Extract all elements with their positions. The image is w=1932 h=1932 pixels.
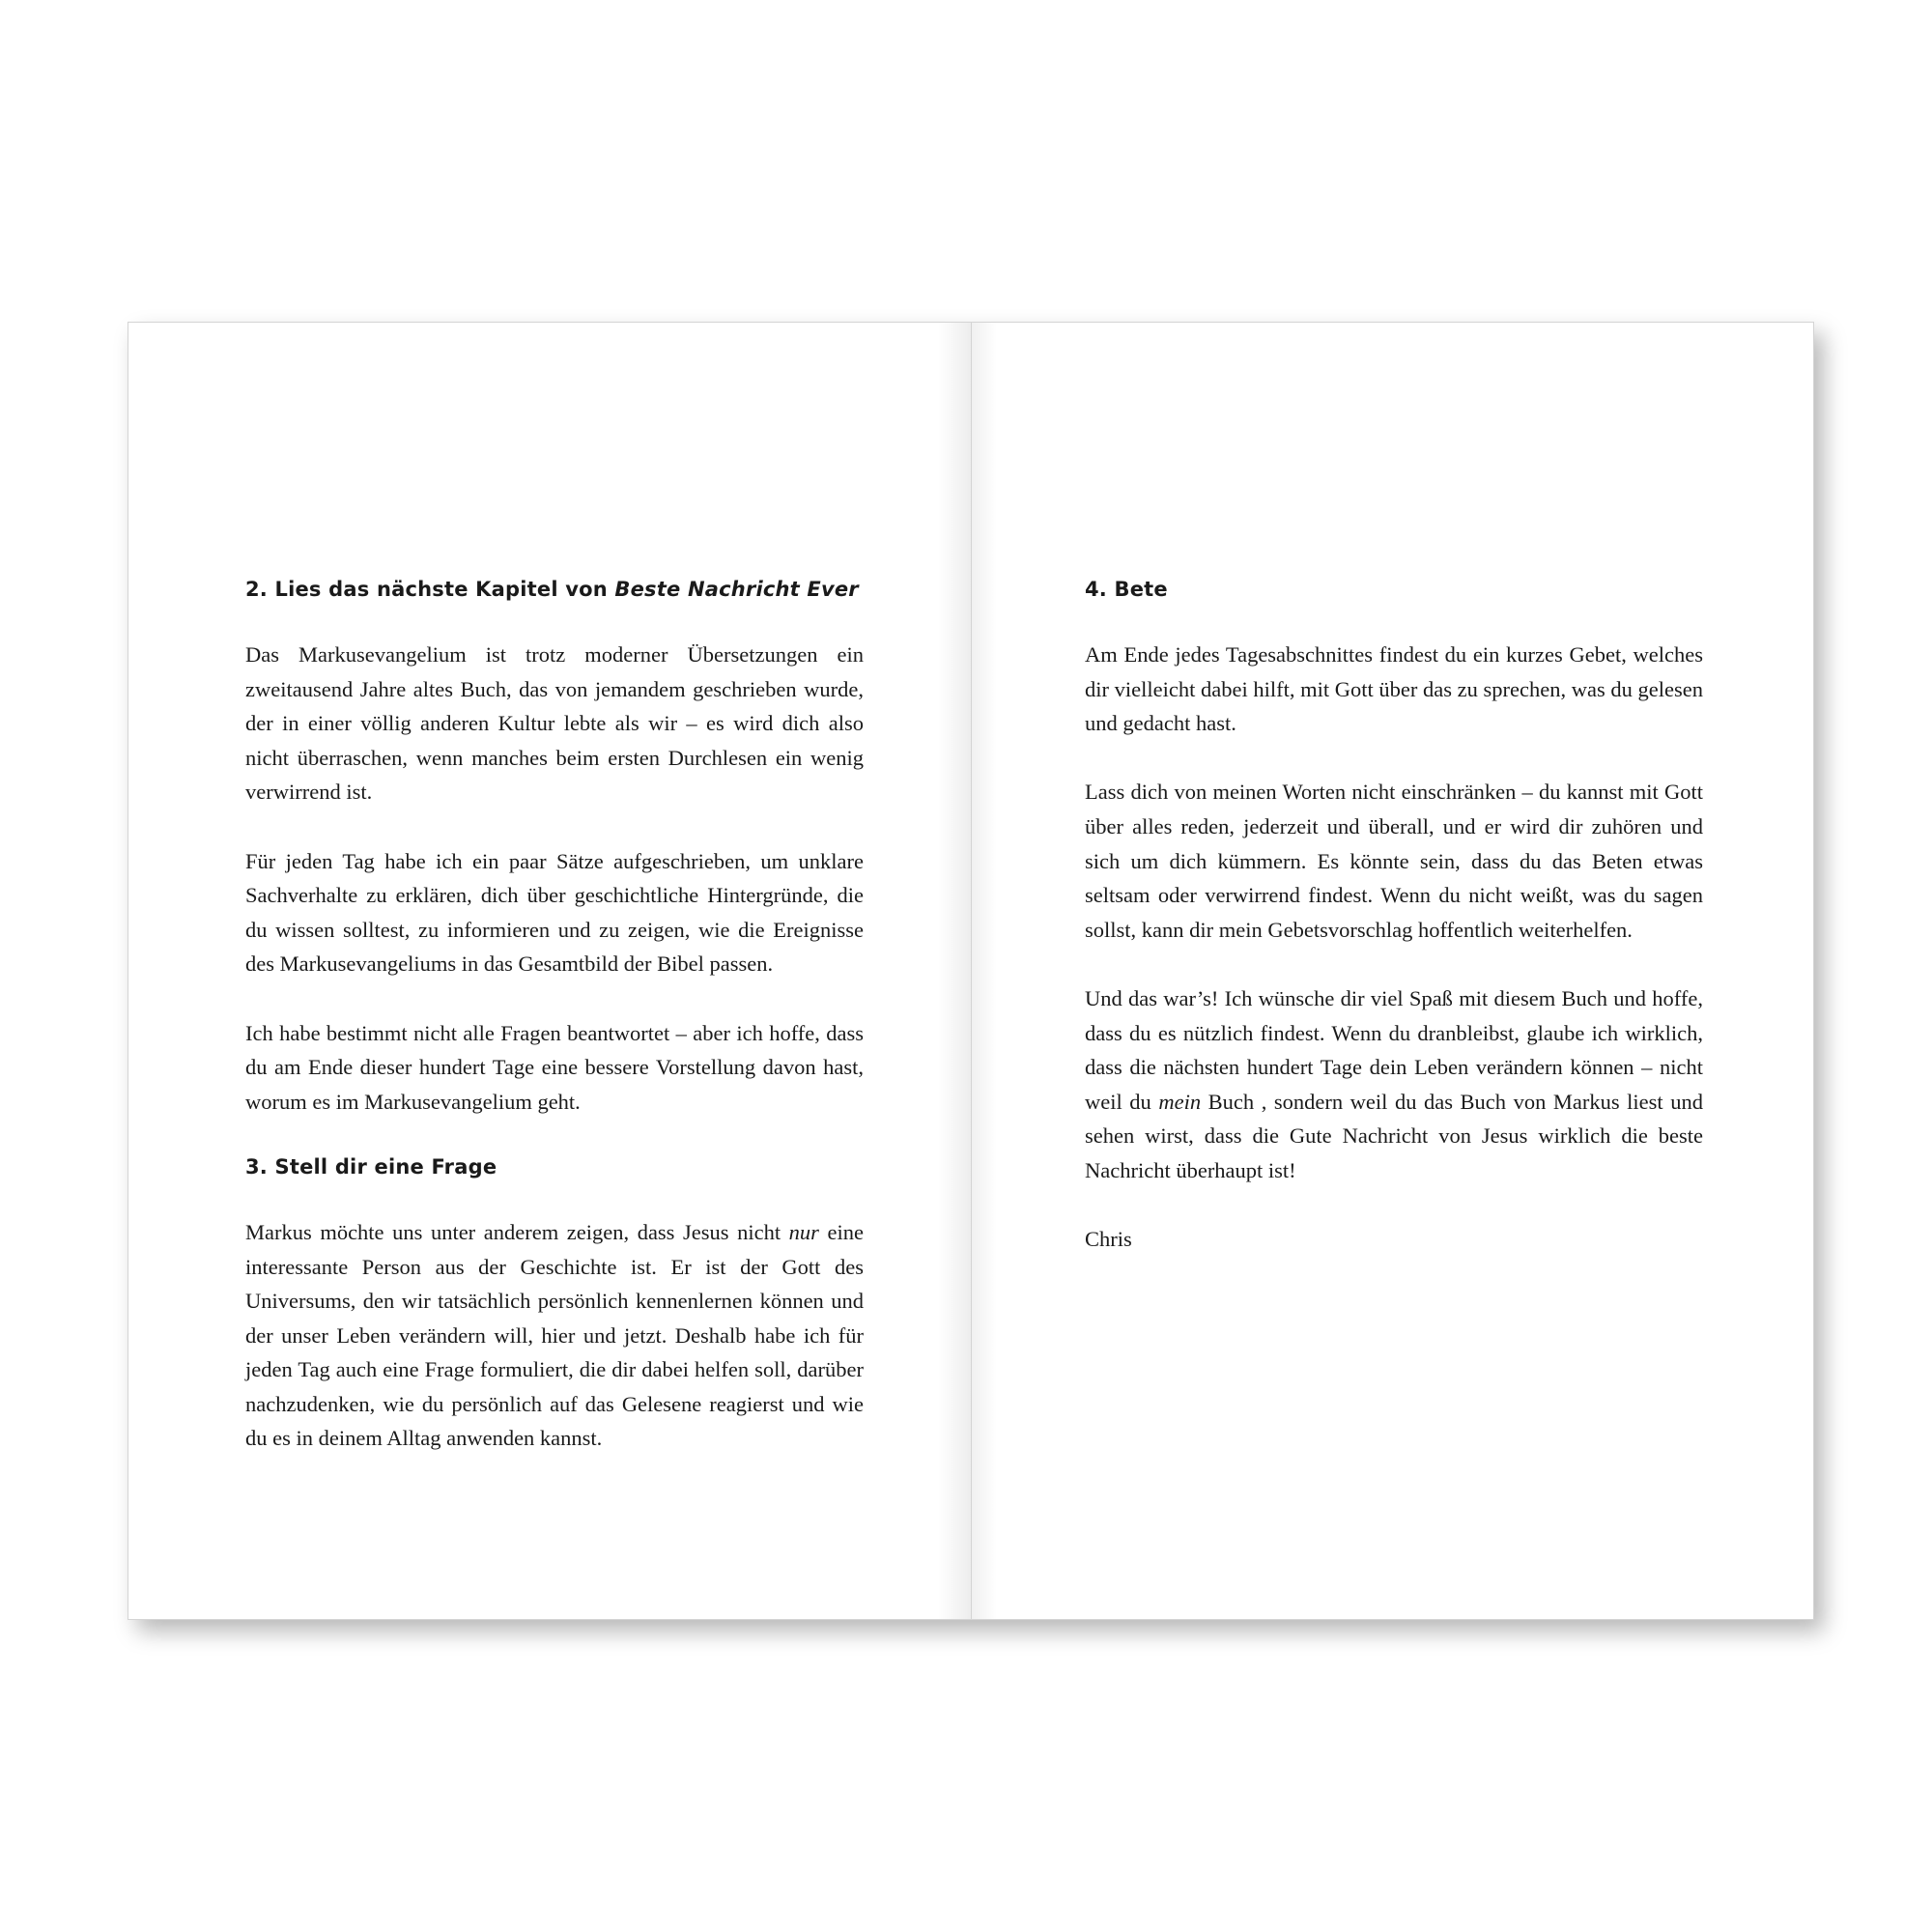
section-3-emphasis: nur — [788, 1219, 819, 1244]
right-page — [971, 322, 1814, 1620]
section-3-paragraph — [245, 1215, 864, 1456]
section-2-paragraph-3: Ich habe bestimmt nicht alle Fragen beantwortet – aber ich hoffe, dass du am Ende dieser hundert Tage eine bessere Vorstellung davon hast, worum es im Markusevangelium geht. — [245, 1020, 864, 1114]
section-4-heading: 4. Bete — [1085, 578, 1168, 601]
section-2-paragraph-1: Das Markusevangelium ist trotz moderner Übersetzungen ein zweitausend Jahre altes Buch, das von jemandem geschrieben wurde, der in einer völlig anderen Kultur lebte als wir – es wird dich also nicht überraschen, wenn manches beim ersten Durchlesen ein wenig verwirrend ist. — [245, 642, 864, 805]
section-2-heading-prefix: 2. Lies das nächste Kapitel von — [245, 578, 615, 601]
left-page — [128, 322, 972, 1620]
book-spread — [128, 322, 1814, 1620]
section-3-text-end: eine interessante Person aus der Geschichte ist. Er ist der Gott des Universums, den wir tatsächlich persönlich kennenlernen können und der unser Leben verändern will, hier und jetzt. Deshalb habe ich für jeden Tag auch eine Frage formuliert, die dir dabei helfen soll, darüber nachzudenken, wie du persönlich auf das Gelesene reagierst und wie du es in deinem Alltag anwenden kannst. — [245, 1219, 864, 1451]
gutter-shadow — [938, 323, 971, 1619]
gutter-shadow — [972, 323, 997, 1619]
section-2-heading — [245, 576, 864, 603]
section-3-heading: 3. Stell dir eine Frage — [245, 1154, 497, 1179]
section-2-paragraph-2: Für jeden Tag habe ich ein paar Sätze aufgeschrieben, um unklare Sachverhalte zu erklären, dich über geschichtliche Hintergründe, die du wissen solltest, zu informieren und zu zeigen, wie die Ereignisse des Markusevangeliums in das Gesamtbild der Bibel passen. — [245, 848, 864, 977]
left-page-text — [245, 576, 864, 1491]
section-4-paragraph-2: Lass dich von meinen Worten nicht einschränken – du kannst mit Gott über alles reden, jederzeit und überall, und er wird dir zuhören und sich um dich kümmern. Es könnte sein, dass du das Beten etwas seltsam oder verwirrend findest. Wenn du nicht weißt, was du sagen sollst, kann dir mein Gebetsvorschlag hoffentlich weiterhelfen. — [1085, 780, 1703, 942]
closing-paragraph — [1085, 981, 1703, 1188]
right-page-text — [1085, 576, 1703, 1257]
signature: Chris — [1085, 1227, 1132, 1252]
section-3-text-start: Markus möchte uns unter anderem zeigen, dass Jesus nicht — [245, 1219, 789, 1244]
closing-text-start: Und das war’s! Ich wünsche dir viel Spaß mit diesem Buch und hoffe, dass du es nützlich findest. Wenn du dranbleibst, glaube ich wirklich, dass die nächsten hundert Tage dein Leben verändern können – nicht weil du — [1085, 985, 1703, 1114]
section-4-paragraph-1: Am Ende jedes Tagesabschnittes findest du ein kurzes Gebet, welches dir vielleicht dabei hilft, mit Gott über das zu sprechen, was du gelesen und gedacht hast. — [1085, 642, 1703, 736]
closing-text-end: Buch , sondern weil du das Buch von Markus liest und sehen wirst, dass die Gute Nachricht von Jesus wirklich die beste Nachricht überhaupt ist! — [1085, 1089, 1703, 1182]
book-title: Beste Nachricht Ever — [614, 578, 859, 601]
closing-emphasis: mein — [1158, 1089, 1202, 1114]
